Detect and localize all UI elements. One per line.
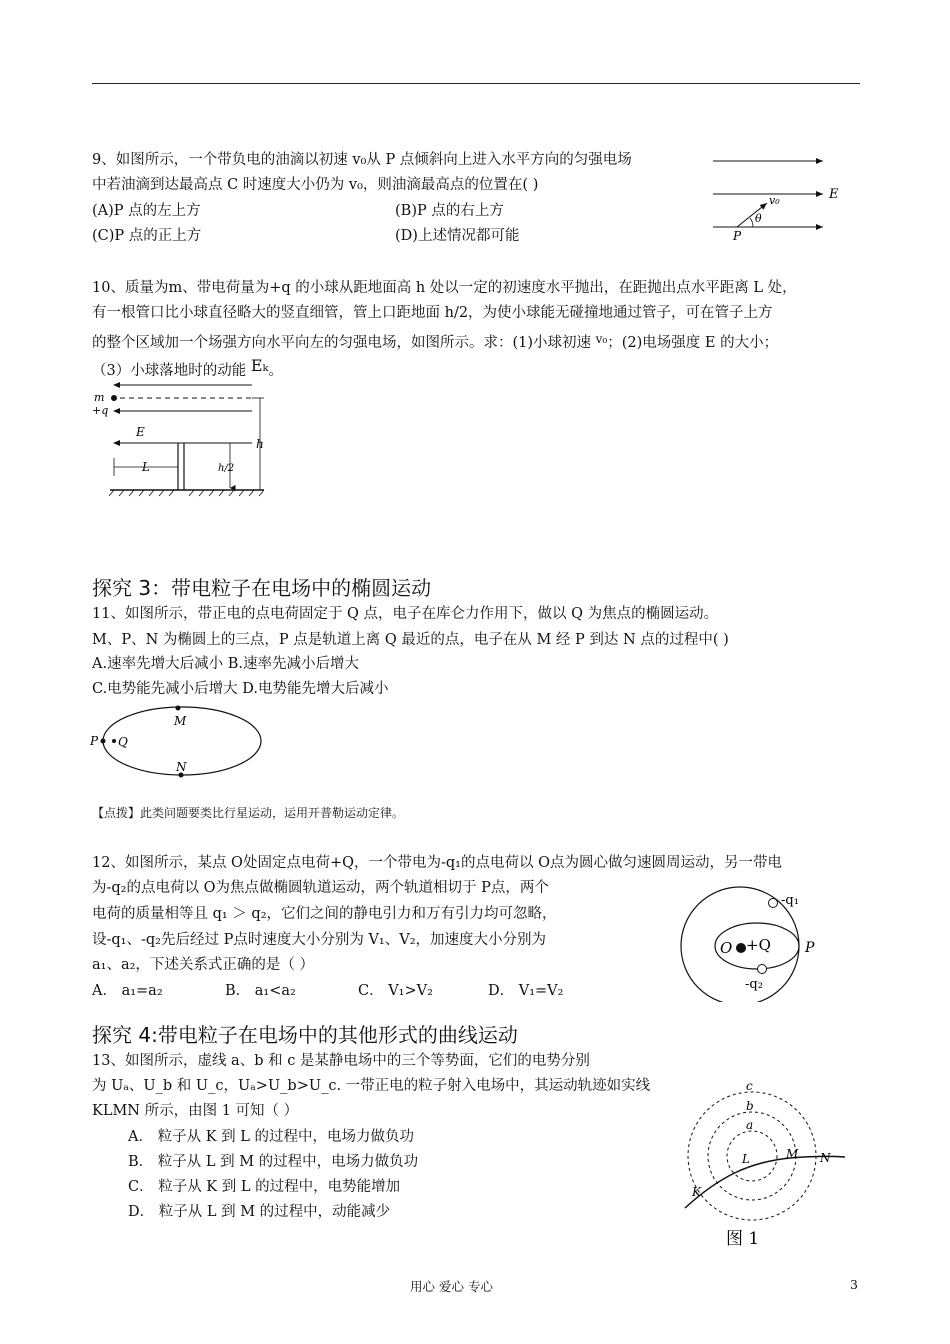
label-plus-q: +Q bbox=[746, 936, 771, 954]
q10-pipe-figure bbox=[92, 380, 272, 498]
label-n: N bbox=[820, 1151, 831, 1165]
q10-line2: 有一根管口比小球直径略大的竖直细管，管上口距地面 h/2，为使小球能无碰撞地通过管子，可在管子上方 bbox=[92, 305, 773, 321]
q13-line3: KLMN 所示，由图 1 可知（ ） bbox=[92, 1103, 299, 1119]
q12-option-a: A． a₁=a₂ bbox=[92, 983, 163, 999]
label-l: L bbox=[742, 1152, 750, 1166]
q11-line4: C.电势能先减小后增大 D.电势能先增大后减小 bbox=[92, 681, 389, 697]
label-p: P bbox=[733, 229, 742, 240]
ball bbox=[111, 395, 117, 401]
label-e: E bbox=[136, 425, 145, 439]
header-rule bbox=[92, 83, 860, 84]
charge-q1 bbox=[769, 899, 778, 908]
q9-option-a: (A)P 点的左上方 bbox=[92, 203, 201, 219]
q9-option-c: (C)P 点的正上方 bbox=[92, 228, 202, 244]
label-n: N bbox=[176, 760, 187, 774]
label-p: P bbox=[90, 734, 99, 748]
footer-motto: 用心 爱心 专心 bbox=[410, 1279, 493, 1294]
section4-heading: 探究 4:带电粒子在电场中的其他形式的曲线运动 bbox=[92, 1023, 518, 1047]
q9-option-d: (D)上述情况都可能 bbox=[395, 228, 520, 244]
q11-ellipse-figure bbox=[90, 700, 265, 782]
label-v0: v₀ bbox=[769, 194, 780, 207]
ek-symbol: Eₖ bbox=[250, 356, 269, 375]
q11-line2: M、P、N 为椭圆上的三点，P 点是轨道上离 Q 最近的点，电子在从 M 经 P 到达 N 点的过程中( ) bbox=[92, 632, 729, 648]
hint-text: 【点拨】此类问题要类比行星运动，运用开普勒运动定律。 bbox=[92, 806, 405, 820]
velocity-arrow bbox=[737, 203, 767, 227]
label-q: Q bbox=[118, 735, 128, 749]
label-m: m bbox=[94, 391, 105, 404]
q12-option-c: C． V₁>V₂ bbox=[358, 983, 433, 999]
angle-arc bbox=[750, 218, 753, 227]
label-l: L bbox=[142, 460, 150, 474]
q12-option-d: D． V₁=V₂ bbox=[488, 983, 564, 999]
label-h: h bbox=[256, 437, 264, 451]
q10-line3-text: 的整个区域加一个场强方向水平向左的匀强电场，如图所示。求：(1)小球初速 bbox=[92, 335, 596, 351]
q13-line1: 13、如图所示，虚线 a、b 和 c 是某静电场中的三个等势面，它们的电势分别 bbox=[92, 1053, 590, 1069]
label-q: +q bbox=[92, 404, 109, 417]
q10-line4-text2: 。 bbox=[268, 363, 283, 379]
label-b: b bbox=[746, 1099, 754, 1113]
q13-line2: 为 Uₐ、U_b 和 U_c，Uₐ>U_b>U_c. 一带正电的粒子射入电场中，其运动轨迹如实线 bbox=[92, 1078, 651, 1094]
q13-option-d: D． 粒子从 L 到 M 的过程中，动能减少 bbox=[128, 1204, 391, 1220]
label-e: E bbox=[829, 187, 839, 202]
q12-line3: 电荷的质量相等且 q₁ ＞ q₂，它们之间的静电引力和万有引力均可忽略， bbox=[92, 906, 557, 922]
q13-equipotential-figure bbox=[680, 1058, 855, 1250]
label-m: M bbox=[174, 714, 187, 728]
label-m: M bbox=[786, 1147, 799, 1161]
label-q1: -q₁ bbox=[781, 893, 799, 908]
q12-line4: 设-q₁、-q₂先后经过 P点时速度大小分别为 V₁、V₂，加速度大小分别为 bbox=[92, 932, 547, 948]
figure-caption: 图 1 bbox=[726, 1229, 760, 1249]
charge-q bbox=[112, 739, 116, 743]
q12-orbits-figure bbox=[675, 882, 840, 1002]
q10-line1: 10、质量为m、带电荷量为+q 的小球从距地面高 h 处以一定的初速度水平抛出，在距抛出点水平距离 L 处， bbox=[92, 280, 797, 296]
q13-option-c: C． 粒子从 K 到 L 的过程中，电势能增加 bbox=[128, 1179, 401, 1195]
q11-line3: A.速率先增大后减小 B.速率先减小后增大 bbox=[92, 656, 359, 672]
q10-line3-text2: ；(2)电场强度 E 的大小； bbox=[607, 335, 779, 351]
q12-option-b: B． a₁<a₂ bbox=[225, 983, 296, 999]
label-a: a bbox=[746, 1118, 754, 1132]
label-k: K bbox=[692, 1185, 701, 1199]
charge-q2 bbox=[758, 965, 767, 974]
q11-line1: 11、如图所示，带正电的点电荷固定于 Q 点，电子在库仑力作用下，做以 Q 为焦点的椭圆运动。 bbox=[92, 606, 719, 622]
label-c: c bbox=[746, 1079, 753, 1093]
q10-line4-text: （3）小球落地时的动能 bbox=[92, 363, 251, 379]
page-number: 3 bbox=[850, 1277, 858, 1292]
q13-option-a: A． 粒子从 K 到 L 的过程中，电场力做负功 bbox=[128, 1129, 414, 1145]
q13-option-b: B． 粒子从 L 到 M 的过程中，电场力做负功 bbox=[128, 1154, 419, 1170]
q9-option-b: (B)P 点的右上方 bbox=[395, 203, 504, 219]
label-p: P bbox=[805, 940, 815, 956]
q10-line3 bbox=[92, 327, 778, 356]
point-m bbox=[176, 706, 181, 711]
ground-hatch bbox=[109, 490, 264, 496]
q12-line5: a₁、a₂，下述关系式正确的是（ ） bbox=[92, 957, 315, 973]
section3-heading: 探究 3：带电粒子在电场中的椭圆运动 bbox=[92, 576, 432, 600]
label-theta: θ bbox=[755, 212, 762, 225]
charge-plus-q bbox=[736, 943, 746, 953]
q12-line1: 12、如图所示，某点 O处固定点电荷+Q，一个带电为-q₁的点电荷以 O点为圆心做匀速圆周运动，另一带电 bbox=[92, 855, 782, 871]
q9-field-figure bbox=[705, 148, 855, 240]
q9-line2: 中若油滴到达最高点 C 时速度大小仍为 v₀，则油滴最高点的位置在( ) bbox=[92, 177, 539, 193]
label-o: O bbox=[720, 939, 733, 957]
q12-line2: 为-q₂的点电荷以 O为焦点做椭圆轨道运动，两个轨道相切于 P点，两个 bbox=[92, 880, 549, 896]
label-q2: -q₂ bbox=[745, 977, 763, 992]
q9-line1: 9、如图所示，一个带负电的油滴以初速 v₀从 P 点倾斜向上进入水平方向的匀强电场 bbox=[92, 152, 632, 168]
point-p bbox=[101, 739, 106, 744]
v0-symbol: v₀ bbox=[595, 332, 608, 346]
label-h2: h/2 bbox=[218, 463, 235, 474]
